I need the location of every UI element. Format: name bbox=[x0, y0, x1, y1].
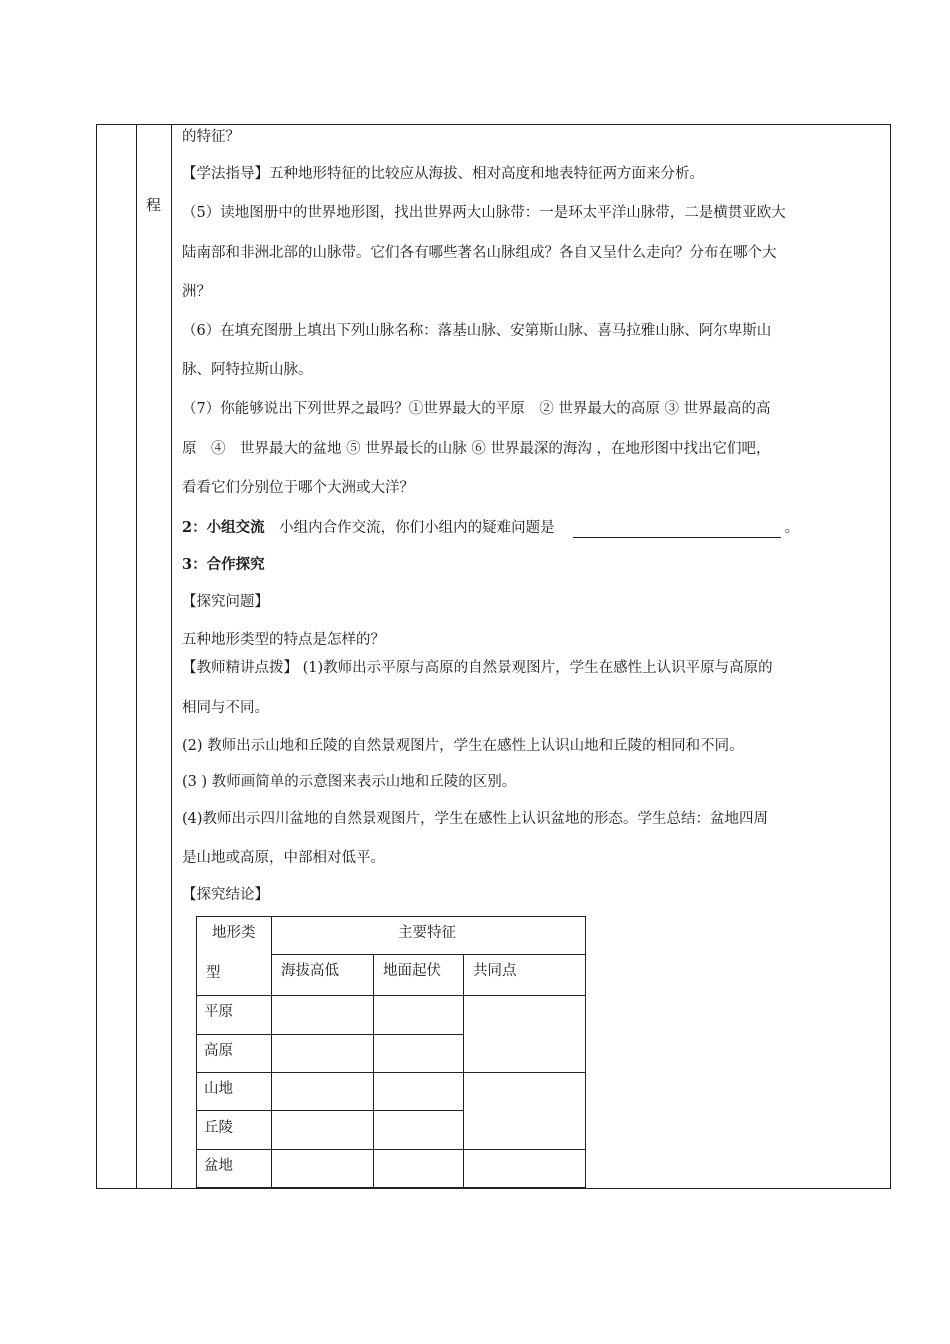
ct-row-4-bottom bbox=[196, 1149, 585, 1150]
ct-top bbox=[196, 916, 585, 917]
outer-table-bottom-border bbox=[96, 1188, 891, 1189]
teacher-guidance-line-5: (4)教师出示四川盆地的自然景观图片，学生在感性上认识盆地的形态。学生总结：盆地四周 bbox=[182, 811, 769, 827]
ct-col-3 bbox=[463, 954, 464, 1188]
ct-right bbox=[585, 916, 586, 1188]
inquiry-question: 五种地形类型的特点是怎样的？ bbox=[182, 632, 385, 648]
row-label-basin: 盆地 bbox=[204, 1158, 233, 1174]
outer-table-top-border bbox=[96, 124, 891, 125]
inquiry-question-heading: 【探究问题】 bbox=[182, 594, 269, 610]
task-5-line-2: 陆南部和非洲北部的山脉带。它们各有哪些著名山脉组成？各自又呈什么走向？分布在哪个大 bbox=[182, 245, 777, 261]
group-discussion-heading: 2：小组交流 bbox=[182, 519, 265, 536]
inquiry-conclusion-heading: 【探究结论】 bbox=[182, 887, 269, 903]
ct-row-2-bottom bbox=[196, 1072, 585, 1073]
outer-table-divider-2 bbox=[171, 124, 172, 1189]
outer-table-right-border bbox=[890, 124, 891, 1189]
teacher-guidance-line-2: 相同与不同。 bbox=[182, 700, 269, 716]
task-6-line-2: 脉、阿特拉斯山脉。 bbox=[182, 362, 313, 378]
answer-blank-end: 。 bbox=[784, 520, 800, 536]
ct-left bbox=[196, 916, 197, 1188]
task-5-line-3: 洲？ bbox=[182, 284, 211, 300]
answer-blank[interactable] bbox=[573, 521, 781, 538]
ct-row-3-bottom bbox=[196, 1110, 463, 1111]
task-6-line-1: （6）在填充图册上填出下列山脉名称：落基山脉、安第斯山脉、喜马拉雅山脉、阿尔卑斯山 bbox=[182, 323, 772, 339]
task-5-line-1: （5）读地图册中的世界地形图，找出世界两大山脉带：一是环太平洋山脉带，二是横贯亚欧大 bbox=[182, 205, 786, 221]
cooperative-inquiry-heading: 3：合作探究 bbox=[182, 556, 265, 573]
task-7-line-2: 原 ④ 世界最大的盆地 ⑤ 世界最长的山脉 ⑥ 世界最深的海沟 ，在地形图中找出它们吧， bbox=[182, 441, 771, 457]
ct-row-1-bottom bbox=[196, 1034, 463, 1035]
teacher-guidance-line-1: 【教师精讲点拨】 (1)教师出示平原与高原的自然景观图片，学生在感性上认识平原与高原的 bbox=[182, 660, 773, 676]
group-discussion bbox=[182, 518, 799, 538]
ct-header-bottom bbox=[196, 995, 585, 996]
teacher-guidance-line-4: (3 ) 教师画简单的示意图来表示山地和丘陵的区别。 bbox=[182, 774, 517, 790]
row-label-plain: 平原 bbox=[204, 1004, 233, 1020]
common-points-header: 共同点 bbox=[473, 963, 517, 979]
main-features-header: 主要特征 bbox=[398, 925, 456, 941]
task-7-line-3: 看看它们分别位于哪个大洲或大洋？ bbox=[182, 480, 414, 496]
outer-table-divider-1 bbox=[136, 124, 137, 1189]
task-7-line-1: （7）你能够说出下列世界之最吗？①世界最大的平原 ② 世界最大的高原 ③ 世界最高的高 bbox=[182, 401, 771, 417]
process-label: 程 bbox=[146, 196, 162, 214]
group-discussion-text: 小组内合作交流，你们小组内的疑难问题是 bbox=[264, 520, 555, 536]
teacher-guidance-line-3: (2) 教师出示山地和丘陵的自然景观图片，学生在感性上认识山地和丘陵的相同和不同。 bbox=[182, 738, 744, 754]
landform-type-header-2: 型 bbox=[206, 965, 221, 981]
row-label-plateau: 高原 bbox=[204, 1043, 233, 1059]
study-method-guide: 【学法指导】五种地形特征的比较应从海拔、相对高度和地表特征两方面来分析。 bbox=[182, 166, 704, 182]
relief-header: 地面起伏 bbox=[383, 963, 441, 979]
text-line: 的特征？ bbox=[182, 129, 240, 145]
row-label-mountain: 山地 bbox=[204, 1081, 233, 1097]
ct-col-2 bbox=[373, 954, 374, 1188]
ct-bottom bbox=[196, 1187, 585, 1188]
ct-col-1 bbox=[271, 916, 272, 1188]
altitude-header: 海拔高低 bbox=[281, 963, 339, 979]
ct-header-split bbox=[271, 954, 585, 955]
teacher-guidance-line-6: 是山地或高原，中部相对低平。 bbox=[182, 850, 385, 866]
landform-type-header-1: 地形类 bbox=[212, 925, 256, 941]
row-label-hills: 丘陵 bbox=[204, 1120, 233, 1136]
outer-table-left-border bbox=[96, 124, 97, 1189]
